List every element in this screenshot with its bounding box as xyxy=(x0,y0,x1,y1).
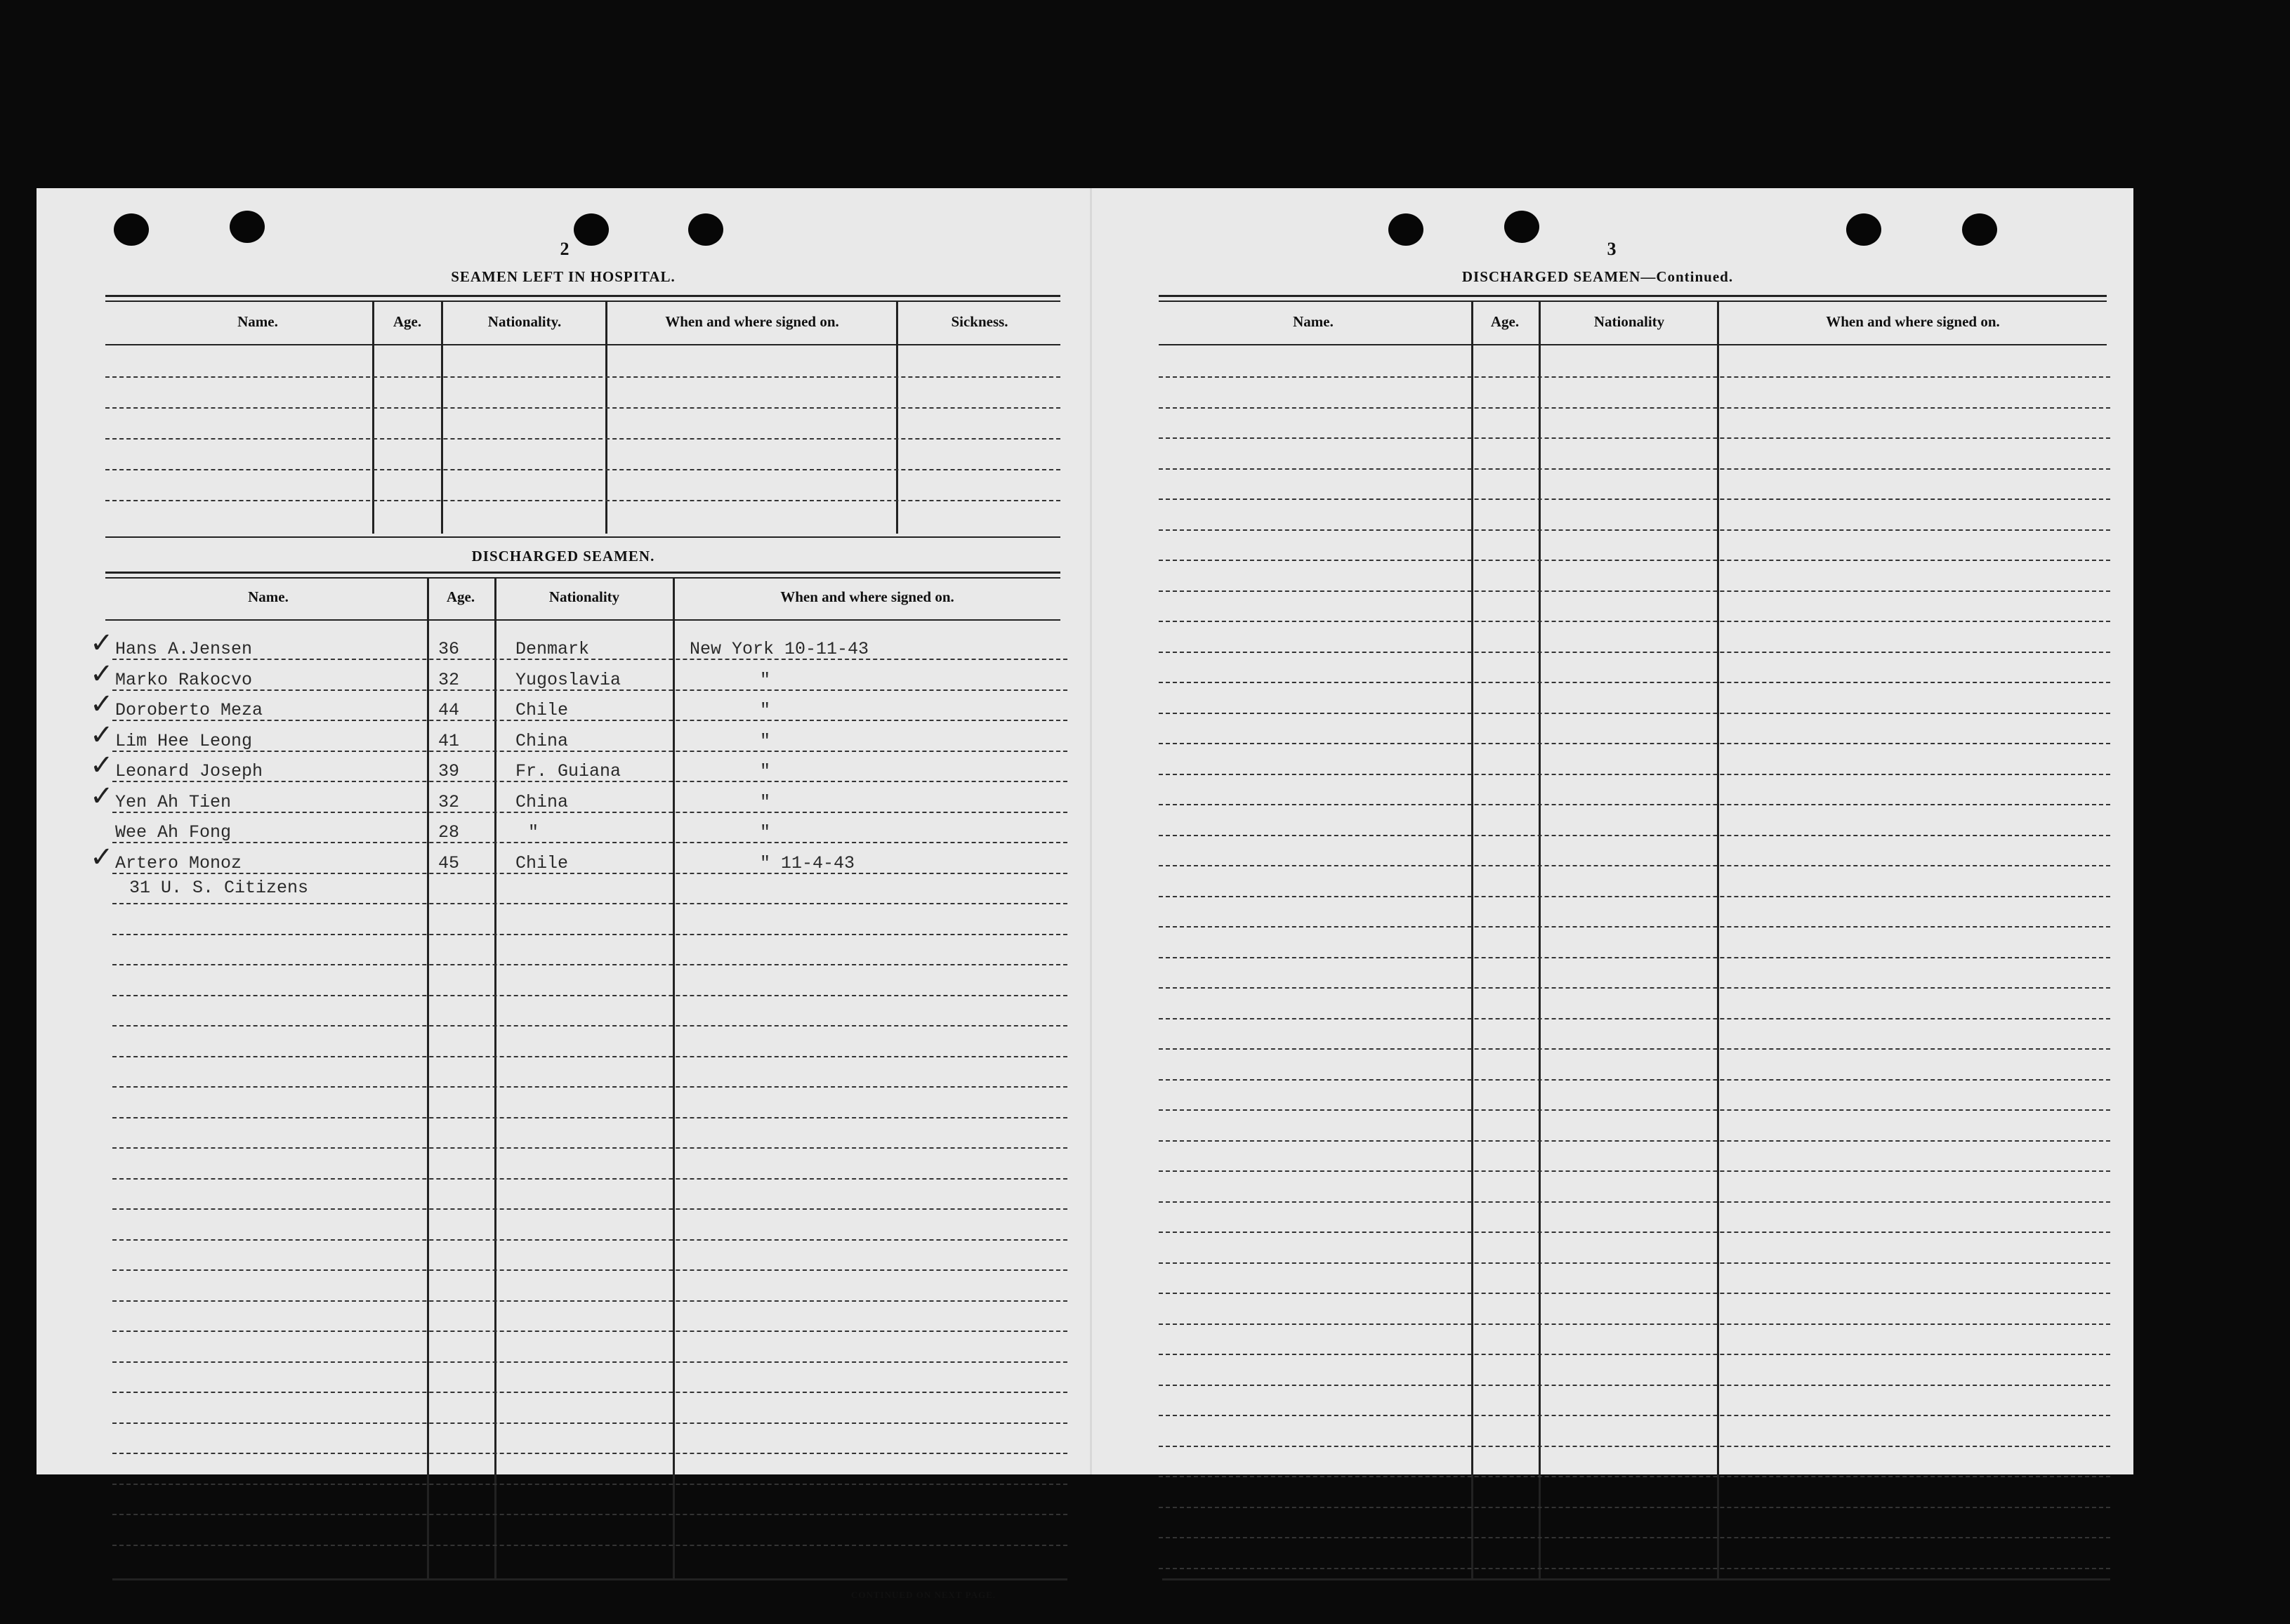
ruled-line xyxy=(1159,1446,2110,1447)
ruled-line xyxy=(1159,1568,2110,1569)
ruled-line xyxy=(1159,437,2110,439)
check-mark: ✓ xyxy=(90,657,114,690)
document-sheet xyxy=(37,188,2133,1600)
discharged-cell-signed_on: " xyxy=(760,730,771,751)
discharged-cell-signed_on: New York 10-11-43 xyxy=(690,639,869,659)
discharged-bottom-rule xyxy=(112,1578,1067,1580)
ruled-line xyxy=(112,903,1067,904)
right-top-rule xyxy=(1159,301,2107,302)
ruled-line xyxy=(112,1239,1067,1241)
ruled-line xyxy=(1159,376,2110,378)
ruled-line xyxy=(1159,1201,2110,1203)
discharged-cell-name: Yen Ah Tien xyxy=(115,791,232,812)
ruled-line xyxy=(1159,590,2110,592)
ruled-line xyxy=(112,842,1067,843)
discharged-cell-age: 32 xyxy=(438,791,460,812)
discharged-cell-signed_on: " xyxy=(760,700,771,720)
hospital-header-sickness: Sickness. xyxy=(951,313,1008,330)
discharged-cell-nationality: Denmark xyxy=(515,639,590,659)
ruled-line xyxy=(1159,896,2110,897)
ruled-line xyxy=(1159,865,2110,866)
check-mark: ✓ xyxy=(90,718,114,751)
hospital-title: SEAMEN LEFT IN HOSPITAL. xyxy=(451,268,676,285)
ruled-line xyxy=(1159,1018,2110,1019)
ruled-line xyxy=(1159,1354,2110,1355)
ruled-line xyxy=(1159,1048,2110,1050)
discharged-cell-name: Artero Monoz xyxy=(115,852,242,873)
discharged-cell-age: 36 xyxy=(438,639,460,659)
discharged-title: DISCHARGED SEAMEN. xyxy=(471,548,655,565)
ruled-line xyxy=(112,1484,1067,1485)
ruled-line xyxy=(112,1147,1067,1149)
right-top-rule xyxy=(1159,295,2107,297)
discharged-col-line xyxy=(673,579,675,1580)
discharged-top-rule xyxy=(105,577,1060,579)
hospital-header-signed-on: When and where signed on. xyxy=(665,313,839,330)
discharged-cell-name: Hans A.Jensen xyxy=(115,639,253,659)
ruled-line xyxy=(1159,1385,2110,1386)
hospital-bottom-rule xyxy=(105,536,1060,538)
ruled-line xyxy=(1159,835,2110,836)
ruled-line xyxy=(1159,621,2110,622)
ruled-line xyxy=(112,812,1067,813)
ruled-line xyxy=(1159,1170,2110,1172)
discharged-cell-age: 44 xyxy=(438,700,460,720)
hospital-top-rule xyxy=(105,295,1060,297)
ruled-line xyxy=(1159,957,2110,958)
ruled-line xyxy=(1159,987,2110,989)
continued-footer: CONTINUED ON NEXT PAGE. xyxy=(851,1590,996,1600)
right-header-nationality: Nationality xyxy=(1593,313,1665,330)
ruled-line xyxy=(112,751,1067,752)
ruled-line xyxy=(1159,926,2110,927)
right-col-line xyxy=(1539,302,1541,1580)
discharged-cell-signed_on: " xyxy=(760,669,771,690)
left-page xyxy=(37,188,1090,1600)
ruled-line xyxy=(105,469,1060,470)
ruled-line xyxy=(105,407,1060,409)
ruled-line xyxy=(112,1269,1067,1271)
ruled-line xyxy=(1159,1415,2110,1416)
check-mark: ✓ xyxy=(90,627,114,659)
discharged-top-rule xyxy=(105,572,1060,574)
ruled-line xyxy=(112,1117,1067,1118)
discharged-cell-nationality: Yugoslavia xyxy=(515,669,621,690)
discharged-cell-age: 45 xyxy=(438,852,460,873)
ruled-line xyxy=(1159,499,2110,500)
discharged-header-name: Name. xyxy=(248,588,289,605)
ruled-line xyxy=(112,964,1067,965)
ruled-line xyxy=(1159,774,2110,775)
check-mark: ✓ xyxy=(90,840,114,873)
ruled-line xyxy=(112,1056,1067,1057)
ruled-line xyxy=(1159,652,2110,653)
page-number: 3 xyxy=(1607,239,1617,259)
hospital-col-line xyxy=(605,302,607,534)
right-col-line xyxy=(1471,302,1473,1580)
discharged-cell-age: 32 xyxy=(438,669,460,690)
ruled-line xyxy=(112,1300,1067,1302)
right-header-name: Name. xyxy=(1293,313,1334,330)
discharged-cell-nationality: China xyxy=(515,791,569,812)
ruled-line xyxy=(1159,682,2110,683)
ruled-line xyxy=(112,1453,1067,1454)
ruled-line xyxy=(112,934,1067,935)
ruled-line xyxy=(1159,1507,2110,1508)
discharged-cell-signed_on: " 11-4-43 xyxy=(760,852,855,873)
discharged-cell-nationality: China xyxy=(515,730,569,751)
page-number: 2 xyxy=(560,239,570,259)
discharged-cell-nationality: Chile xyxy=(515,852,569,873)
hospital-header-name: Name. xyxy=(237,313,278,330)
ruled-line xyxy=(1159,1537,2110,1538)
discharged-cell-name: Doroberto Meza xyxy=(115,700,263,720)
discharged-col-line xyxy=(494,579,496,1580)
ruled-line xyxy=(105,376,1060,378)
hospital-col-line xyxy=(441,302,443,534)
hospital-top-rule xyxy=(105,301,1060,302)
discharged-cell-signed_on: " xyxy=(760,791,771,812)
ruled-line xyxy=(1159,1262,2110,1264)
right-page xyxy=(1092,188,2133,1474)
ruled-line xyxy=(1159,804,2110,805)
ruled-line xyxy=(112,1025,1067,1026)
ruled-line xyxy=(112,1514,1067,1515)
check-mark: ✓ xyxy=(90,749,114,781)
right-header-rule xyxy=(1159,344,2107,345)
ruled-line xyxy=(112,1422,1067,1424)
ruled-line xyxy=(112,873,1067,874)
discharged-col-line xyxy=(427,579,429,1580)
right-header-age: Age. xyxy=(1490,313,1520,330)
ruled-line xyxy=(1159,407,2110,409)
ruled-line xyxy=(112,1331,1067,1332)
ruled-line xyxy=(1159,1293,2110,1294)
right-title: DISCHARGED SEAMEN—Continued. xyxy=(1461,268,1734,285)
ruled-line xyxy=(1159,1476,2110,1477)
ruled-line xyxy=(112,1208,1067,1210)
discharged-cell-signed_on: " xyxy=(760,761,771,781)
ruled-line xyxy=(112,1545,1067,1546)
discharged-header-nationality: Nationality xyxy=(548,588,620,605)
check-mark: ✓ xyxy=(90,688,114,720)
ruled-line xyxy=(1159,529,2110,531)
hospital-header-nationality: Nationality. xyxy=(487,313,562,330)
discharged-cell-nationality: Fr. Guiana xyxy=(515,761,621,781)
discharged-cell-name: Lim Hee Leong xyxy=(115,730,253,751)
discharged-cell-nationality: " xyxy=(528,822,539,843)
ruled-line xyxy=(112,659,1067,660)
ruled-line xyxy=(1159,743,2110,744)
discharged-header-signed-on: When and where signed on. xyxy=(780,588,954,605)
discharged-header-age: Age. xyxy=(446,588,475,605)
right-header-signed-on: When and where signed on. xyxy=(1826,313,2000,330)
discharged-cell-name: Leonard Joseph xyxy=(115,761,263,781)
ruled-line xyxy=(1159,560,2110,561)
ruled-line xyxy=(1159,1079,2110,1081)
discharged-cell-age: 39 xyxy=(438,761,460,781)
discharged-header-rule xyxy=(105,619,1060,621)
hospital-col-line xyxy=(896,302,898,534)
ruled-line xyxy=(105,438,1060,440)
discharged-cell-nationality: Chile xyxy=(515,700,569,720)
hospital-header-rule xyxy=(105,344,1060,345)
ruled-line xyxy=(112,1392,1067,1393)
right-col-line xyxy=(1717,302,1719,1580)
discharged-cell-signed_on: " xyxy=(760,822,771,843)
ruled-line xyxy=(1159,1323,2110,1325)
discharged-cell-name: Marko Rakocvo xyxy=(115,669,253,690)
discharged-cell-age: 28 xyxy=(438,822,460,843)
ruled-line xyxy=(112,1178,1067,1180)
ruled-line xyxy=(1159,1140,2110,1142)
right-bottom-rule xyxy=(1162,1578,2110,1580)
discharged-cell-name: Wee Ah Fong xyxy=(115,822,232,843)
hospital-header-age: Age. xyxy=(393,313,422,330)
ruled-line xyxy=(1159,1232,2110,1233)
ruled-line xyxy=(1159,713,2110,714)
hospital-col-line xyxy=(372,302,374,534)
ruled-line xyxy=(1159,1109,2110,1111)
ruled-line xyxy=(112,1086,1067,1088)
citizens-note: 31 U. S. Citizens xyxy=(129,878,309,898)
ruled-line xyxy=(112,995,1067,996)
ruled-line xyxy=(105,500,1060,501)
check-mark: ✓ xyxy=(90,779,114,812)
discharged-cell-age: 41 xyxy=(438,730,460,751)
ruled-line xyxy=(1159,468,2110,470)
ruled-line xyxy=(112,1361,1067,1363)
